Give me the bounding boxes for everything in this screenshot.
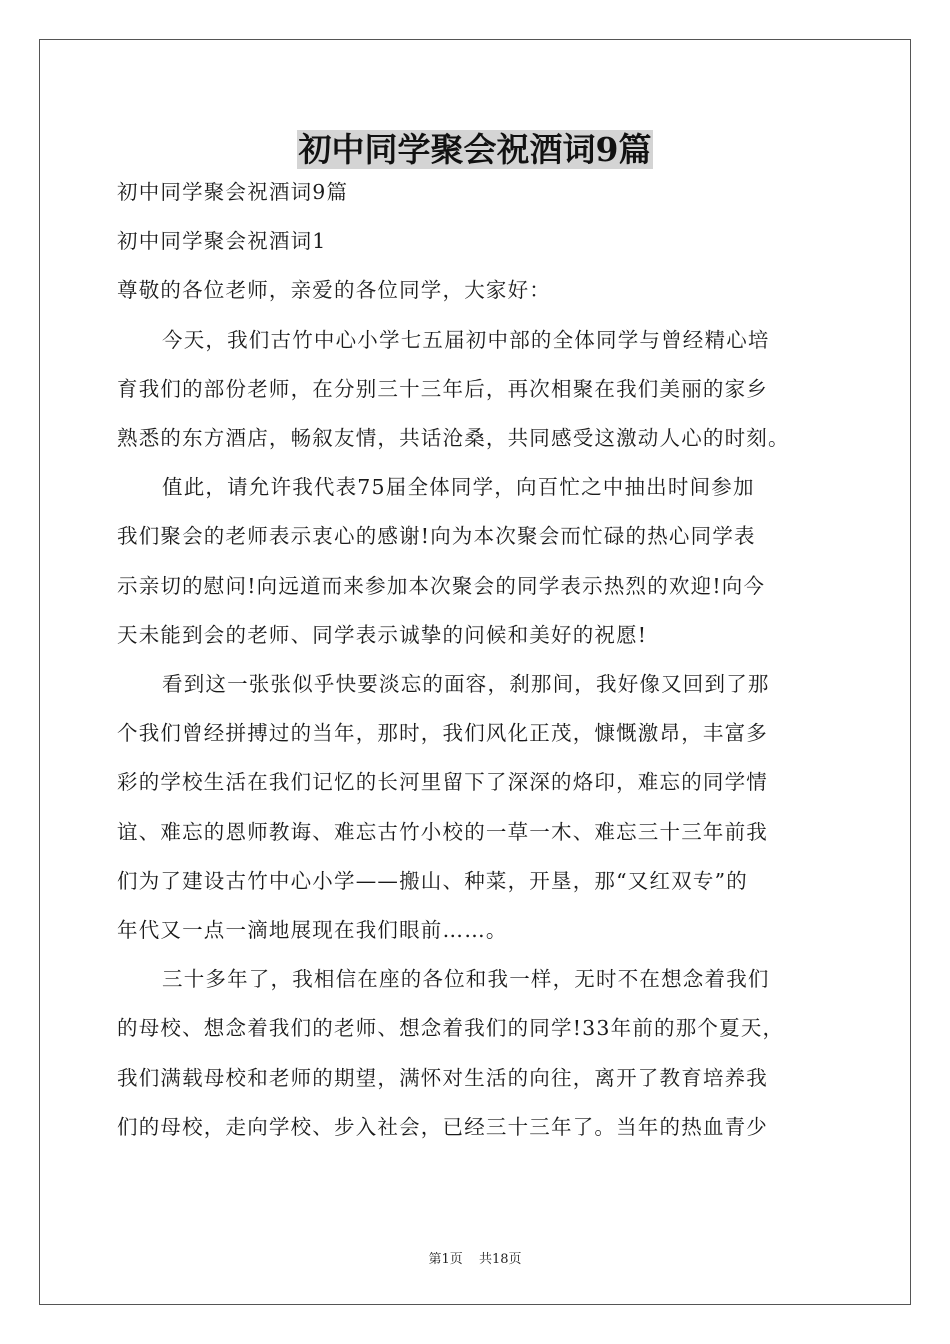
body-line: 年代又一点一滴地展现在我们眼前……。	[117, 918, 508, 943]
page-footer	[0, 1248, 950, 1267]
body-line: 初中同学聚会祝酒词9篇	[117, 180, 349, 204]
page-number-current: 第1页	[428, 1252, 463, 1267]
body-line: 们的母校，走向学校、步入社会，已经三十三年了。当年的热血青少	[117, 1114, 768, 1139]
body-line: 们为了建设古竹中心小学——搬山、种菜，开垦，那“又红双专”的	[117, 868, 748, 893]
body-line: 个我们曾经拼搏过的当年，那时，我们风化正茂，慷慨激昂，丰富多	[117, 721, 768, 746]
body-line: 谊、难忘的恩师教诲、难忘古竹小校的一草一木、难忘三十三年前我	[117, 819, 768, 844]
body-line: 看到这一张张似乎快要淡忘的面容，刹那间，我好像又回到了那	[162, 672, 770, 697]
body-line: 我们聚会的老师表示衷心的感谢!向为本次聚会而忙碌的热心同学表	[117, 524, 756, 549]
body-line: 的母校、想念着我们的老师、想念着我们的同学!33年前的那个夏天，	[117, 1016, 785, 1041]
body-line: 今天，我们古竹中心小学七五届初中部的全体同学与曾经精心培	[162, 327, 770, 352]
body-line: 我们满载母校和老师的期望，满怀对生活的向往，离开了教育培养我	[117, 1065, 768, 1090]
body-line: 示亲切的慰问!向远道而来参加本次聚会的同学表示热烈的欢迎!向今	[117, 573, 766, 598]
page-number-total: 共18页	[478, 1252, 522, 1267]
body-line: 彩的学校生活在我们记忆的长河里留下了深深的烙印，难忘的同学情	[117, 770, 768, 795]
body-line: 值此，请允许我代表75届全体同学，向百忙之中抽出时间参加	[162, 475, 755, 500]
body-line: 尊敬的各位老师，亲爱的各位同学，大家好：	[117, 278, 551, 303]
document-body	[117, 168, 857, 1152]
body-line: 育我们的部份老师，在分别三十三年后，再次相聚在我们美丽的家乡	[117, 376, 768, 401]
document-title-text: 初中同学聚会祝酒词9篇	[298, 130, 652, 169]
body-line: 三十多年了，我相信在座的各位和我一样，无时不在想念着我们	[162, 967, 770, 992]
body-line: 天未能到会的老师、同学表示诚挚的问候和美好的祝愿!	[117, 622, 648, 647]
body-line: 熟悉的东方酒店，畅叙友情，共话沧桑，共同感受这激动人心的时刻。	[117, 426, 790, 451]
body-line: 初中同学聚会祝酒词1	[117, 229, 327, 254]
